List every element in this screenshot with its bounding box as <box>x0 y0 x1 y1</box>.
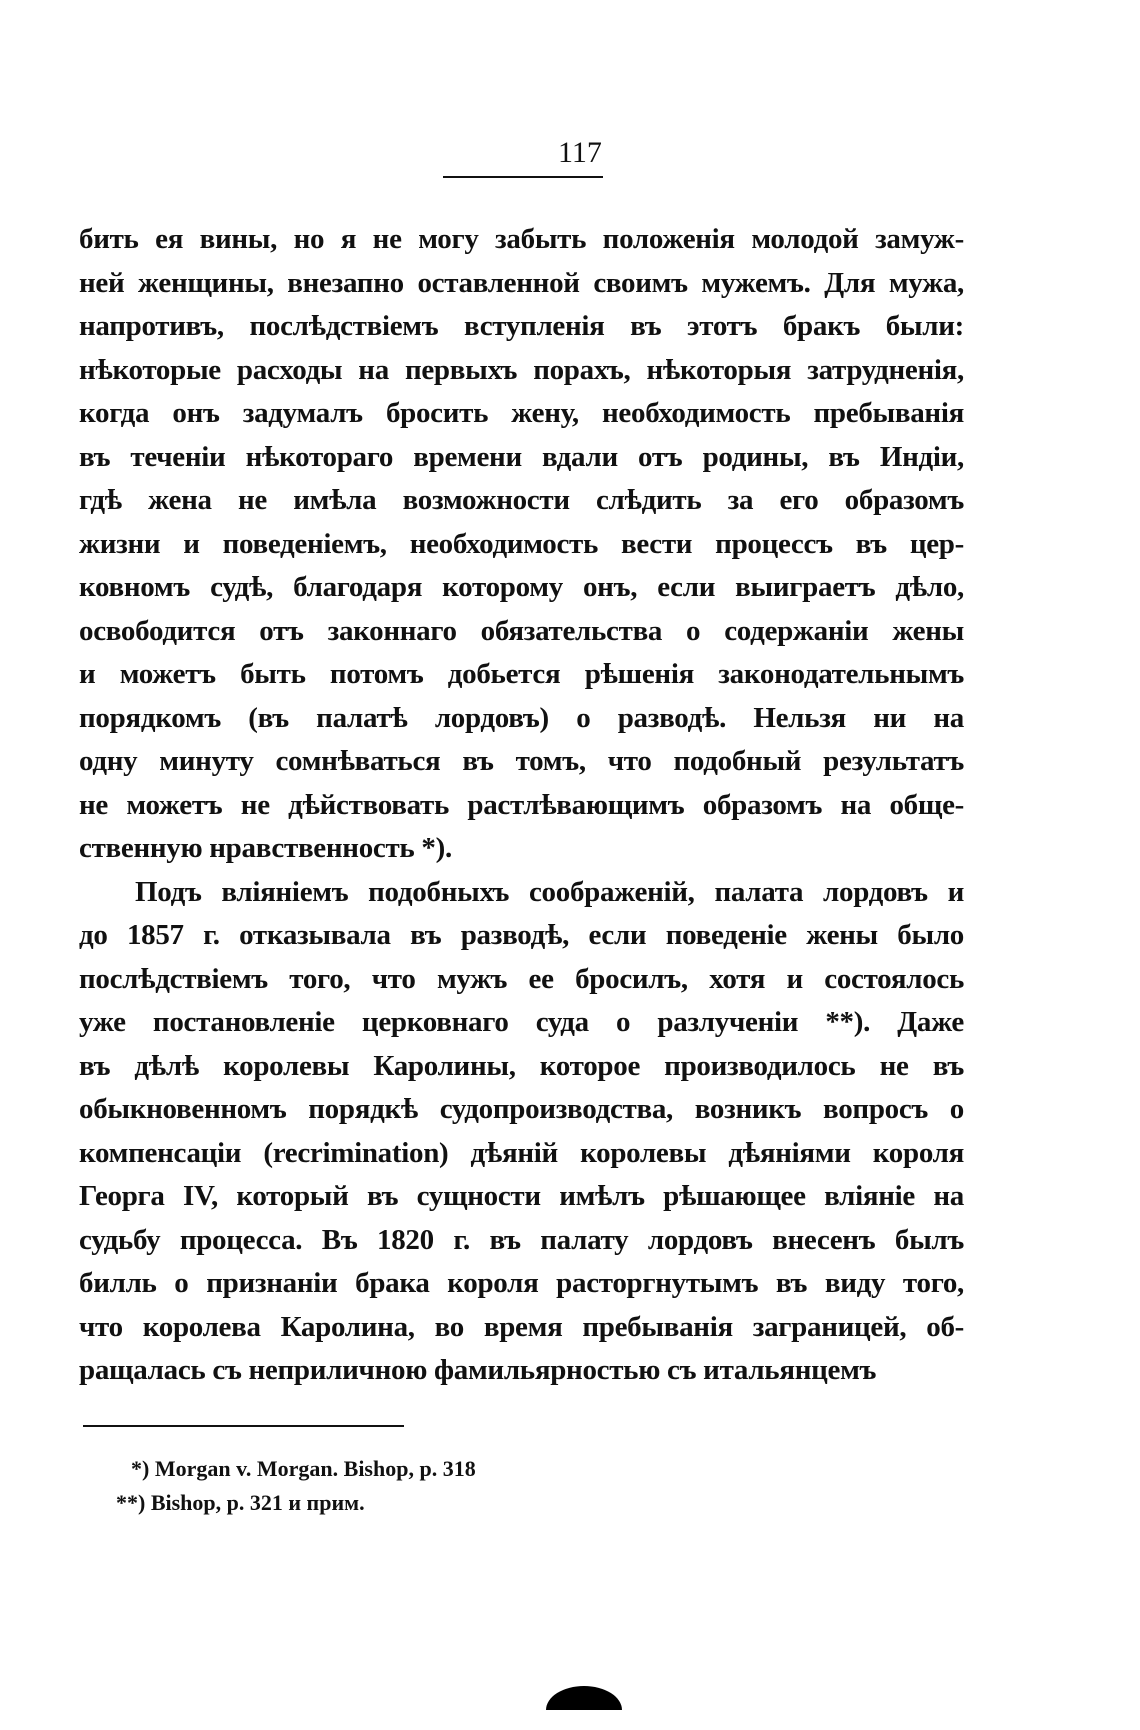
text-line: порядкомъ (въ палатѣ лордовъ) о разводѣ. Нельзя ни на <box>79 701 964 734</box>
text-line: уже постановленіе церковнаго суда о разлученіи **). Даже <box>79 1006 964 1038</box>
text-line: ращалась съ неприличною фамильярностью съ итальянцемъ <box>79 1354 877 1386</box>
text-line: гдѣ жена не имѣла возможности слѣдить за его образомъ <box>79 484 964 516</box>
footnote-rule <box>83 1425 404 1427</box>
text-line: компенсаціи (recrimination) дѣяній королевы дѣяніями короля <box>79 1136 964 1169</box>
text-line: бить ея вины, но я не могу забыть положенія молодой замуж- <box>79 223 964 255</box>
text-line: обыкновенномъ порядкѣ судопроизводства, возникъ вопросъ о <box>79 1093 964 1125</box>
text-line: жизни и поведеніемъ, необходимость вести процессъ въ цер- <box>79 527 964 560</box>
text-line: когда онъ задумалъ бросить жену, необходимость пребыванія <box>79 397 964 429</box>
text-line: напротивъ, послѣдствіемъ вступленія въ этотъ бракъ были: <box>79 310 964 342</box>
text-line: освободится отъ законнаго обязательства о содержаніи жены <box>79 614 964 647</box>
text-line: не можетъ не дѣйствовать растлѣвающимъ образомъ на обще- <box>79 788 964 821</box>
text-line: Подъ вліяніемъ подобныхъ соображеній, палата лордовъ и <box>135 875 964 908</box>
text-line: нѣкоторые расходы на первыхъ порахъ, нѣкоторыя затрудненія, <box>79 353 964 386</box>
text-line: что королева Каролина, во время пребыванія заграницей, об- <box>79 1310 964 1343</box>
text-line: до 1857 г. отказывала въ разводѣ, если поведеніе жены было <box>79 919 964 951</box>
page-number: 117 <box>558 136 602 169</box>
text-line: ней женщины, внезапно оставленной своимъ мужемъ. Для мужа, <box>79 266 964 299</box>
text-line: одну минуту сомнѣваться въ томъ, что подобный результатъ <box>79 745 964 777</box>
body-text <box>79 218 964 1393</box>
ornament-icon <box>546 1686 622 1710</box>
text-line: ковномъ судѣ, благодаря которому онъ, если выиграетъ дѣло, <box>79 571 964 603</box>
text-line: билль о признаніи брака короля расторгнутымъ въ виду того, <box>79 1267 964 1299</box>
text-line: судьбу процесса. Въ 1820 г. въ палату лордовъ внесенъ былъ <box>79 1223 964 1256</box>
text-line: послѣдствіемъ того, что мужъ ее бросилъ, хотя и состоялось <box>79 962 964 995</box>
header-rule <box>443 176 603 178</box>
text-line: въ теченіи нѣкотораго времени вдали отъ родины, въ Индіи, <box>79 440 964 473</box>
text-line: ственную нравственность *). <box>79 832 452 864</box>
footnote-1: *) Morgan v. Morgan. Bishop, p. 318 <box>131 1456 476 1481</box>
text-line: и можетъ быть потомъ добьется рѣшенія законодательнымъ <box>79 658 964 690</box>
footnote-2: **) Bishop, p. 321 и прим. <box>116 1490 365 1515</box>
text-line: въ дѣлѣ королевы Каролины, которое производилось не въ <box>79 1049 964 1082</box>
text-line: Георга IV, который въ сущности имѣлъ рѣшающее вліяніе на <box>79 1180 964 1212</box>
